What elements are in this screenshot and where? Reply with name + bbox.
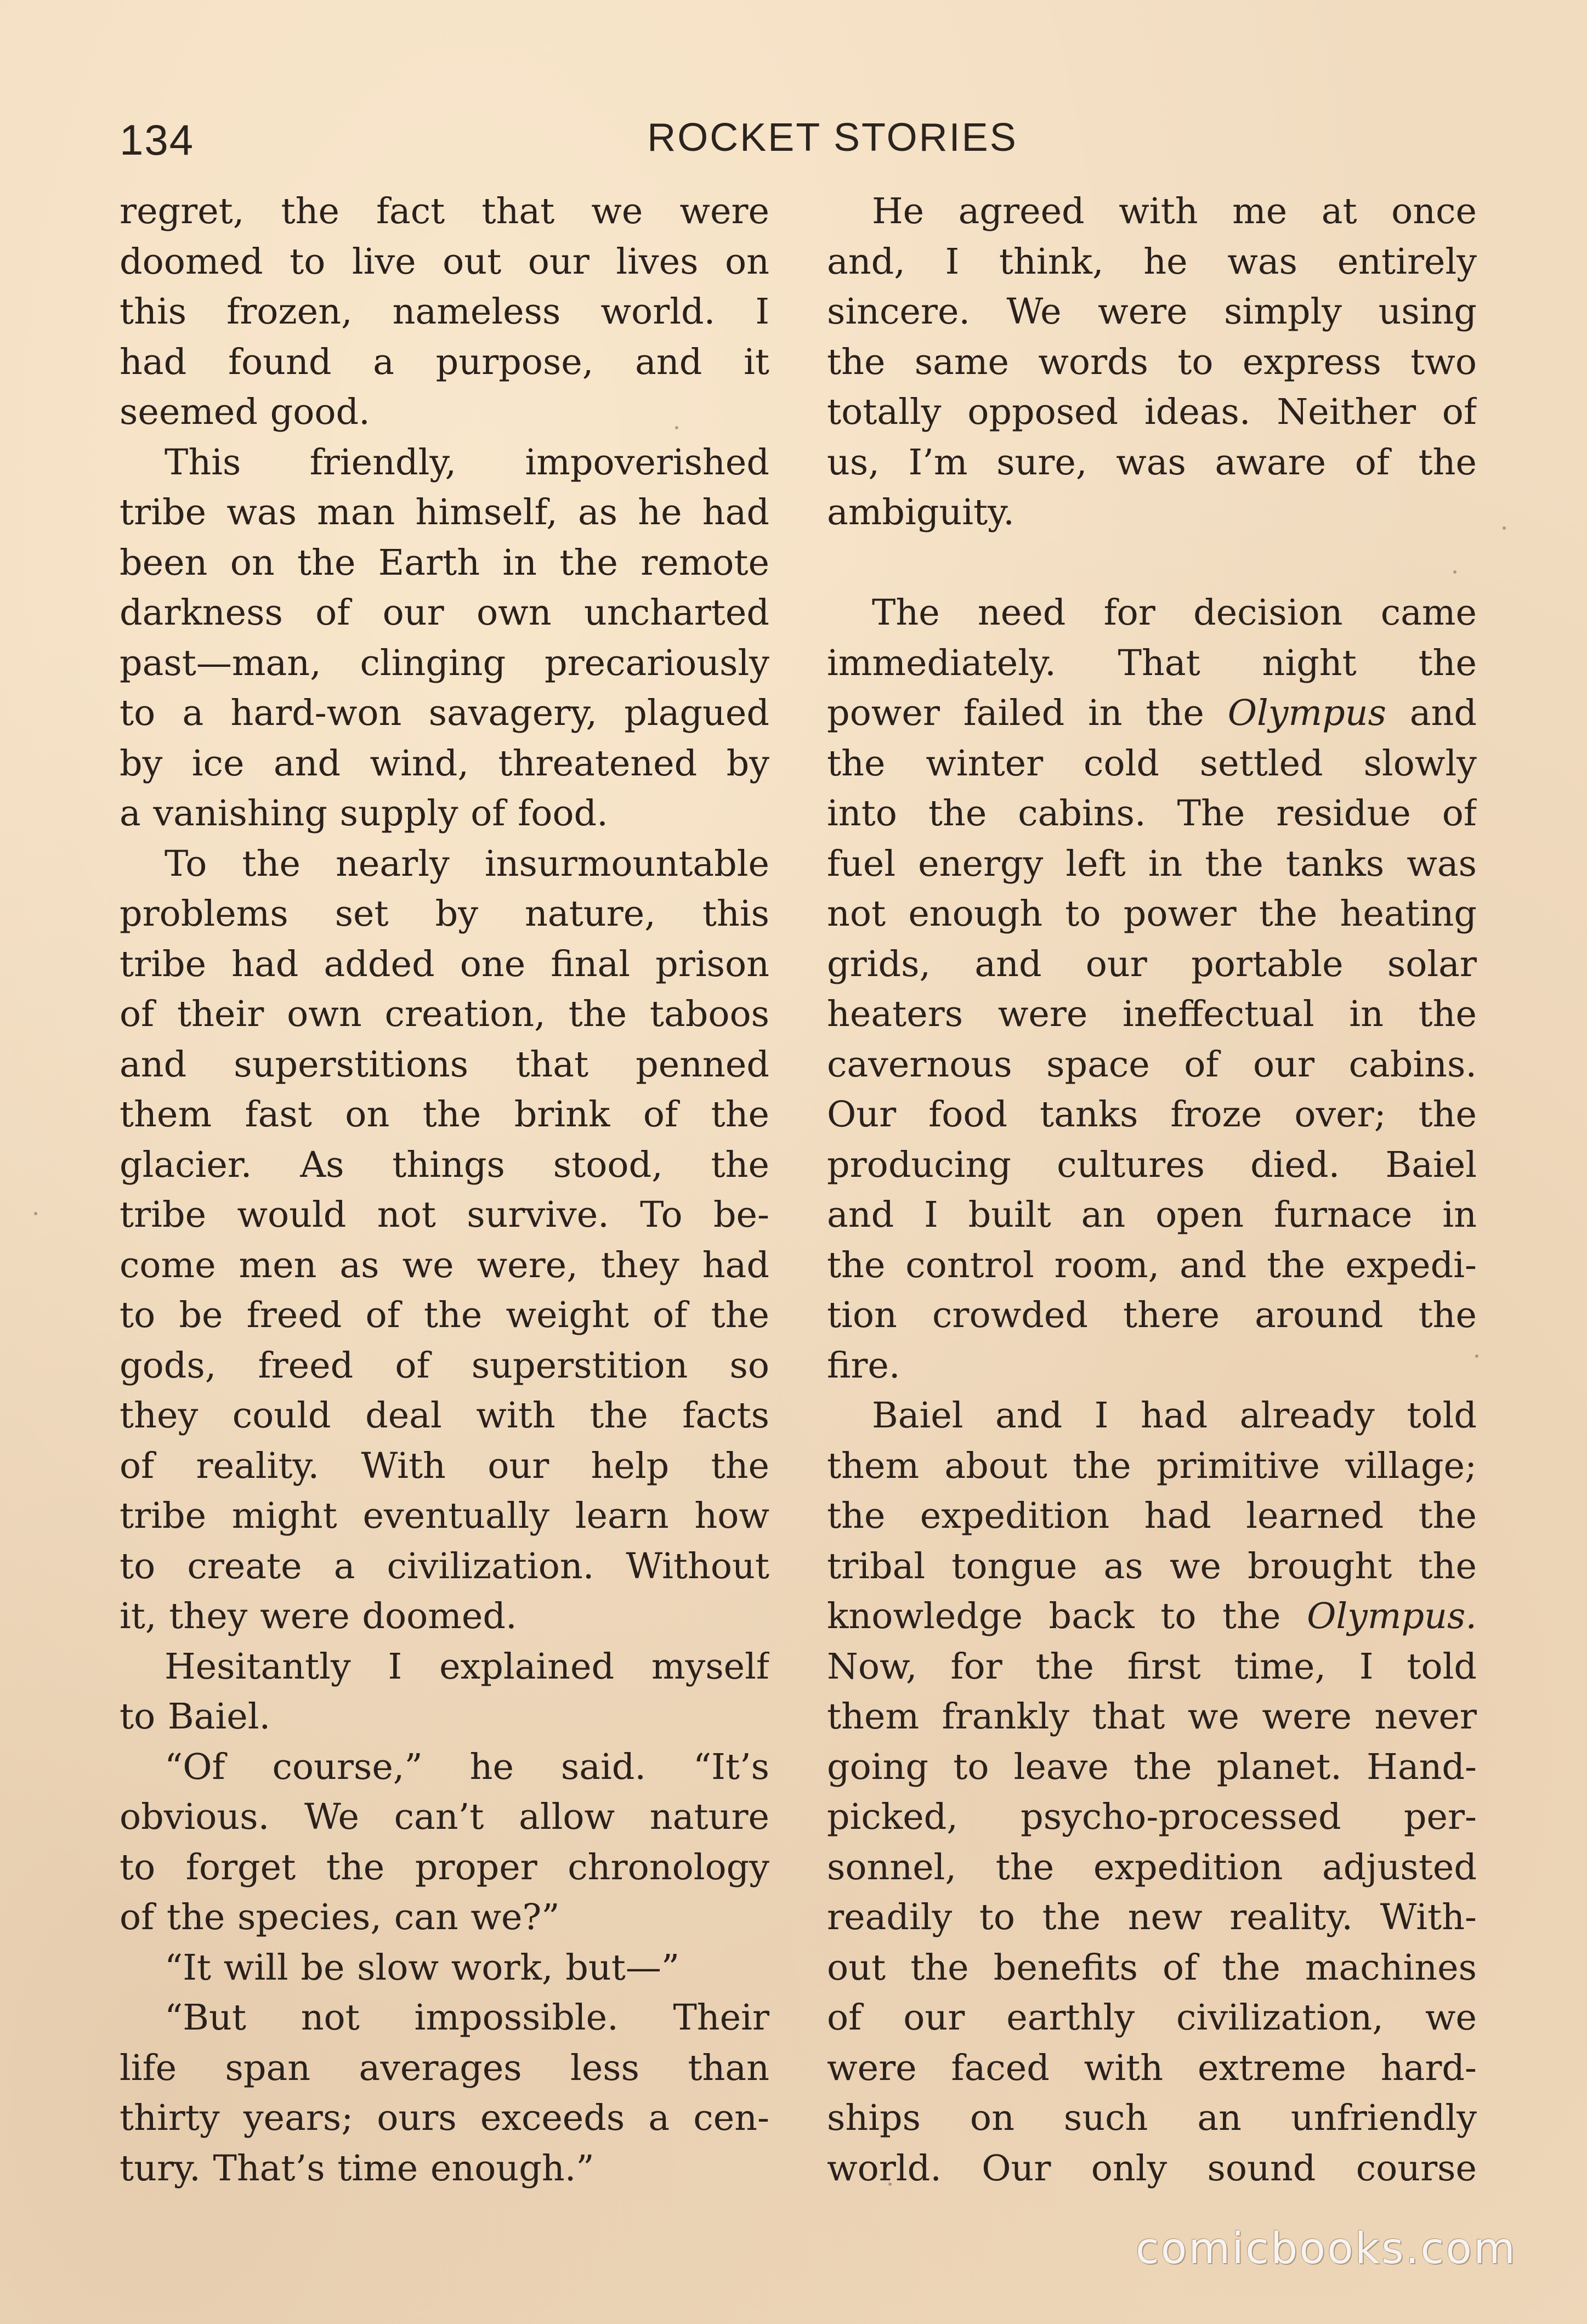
text-line: The need for decision came xyxy=(872,592,1477,633)
left-text-column xyxy=(120,186,769,2193)
paragraph xyxy=(827,1391,1477,2193)
text-line: it, they were doomed. xyxy=(120,1596,517,1637)
text-line: the same words to express two xyxy=(827,341,1477,383)
text-line: fuel energy left in the tanks was xyxy=(827,843,1477,885)
paragraph xyxy=(827,186,1477,538)
text-line: To the nearly insurmountable xyxy=(165,843,769,885)
paragraph xyxy=(120,1742,769,1943)
paragraph xyxy=(120,438,769,839)
text-line: totally opposed ideas. Neither of xyxy=(827,392,1477,433)
text-line: not enough to power the heating xyxy=(827,893,1477,934)
text-line: into the cabins. The residue of xyxy=(827,793,1477,834)
text-line: “It will be slow work, but—” xyxy=(165,1947,680,1988)
text-line: of their own creation, the taboos xyxy=(120,994,769,1035)
text-line: He agreed with me at once xyxy=(872,191,1477,232)
text-line: to a hard-won savagery, plagued xyxy=(120,693,769,734)
text-line: problems set by nature, this xyxy=(120,893,769,934)
text-line: knowledge back to the Olympus. xyxy=(827,1596,1477,1637)
text-line: Now, for the first time, I told xyxy=(827,1646,1477,1687)
text-line: to forget the proper chronology xyxy=(120,1846,769,1888)
paragraph xyxy=(120,186,769,438)
text-line: heaters were ineffectual in the xyxy=(827,994,1477,1035)
italic-ship-name: Olympus xyxy=(1227,693,1386,734)
text-line: immediately. That night the xyxy=(827,642,1477,684)
text-line: to be freed of the weight of the xyxy=(120,1295,769,1336)
text-line: tury. That’s time enough.” xyxy=(120,2147,594,2189)
text-line: of reality. With our help the xyxy=(120,1445,769,1487)
text-line: them fast on the brink of the xyxy=(120,1094,769,1135)
paragraph xyxy=(120,839,769,1642)
text-line: a vanishing supply of food. xyxy=(120,793,608,834)
text-line: This friendly, impoverished xyxy=(165,441,769,483)
paragraph xyxy=(120,1642,769,1742)
text-line: world. Our only sound course xyxy=(827,2147,1477,2189)
text-line: had found a purpose, and it xyxy=(120,341,769,383)
paper-speck xyxy=(1453,570,1456,574)
text-line: picked, psycho-processed per- xyxy=(827,1796,1477,1838)
text-line: life span averages less than xyxy=(120,2047,769,2089)
text-line: glacier. As things stood, the xyxy=(120,1144,769,1186)
text-line: fire. xyxy=(827,1345,900,1386)
paper-speck xyxy=(888,2183,892,2186)
paper-speck xyxy=(675,426,678,429)
text-line: thirty years; ours exceeds a cen- xyxy=(120,2098,769,2139)
text-line: ambiguity. xyxy=(827,492,1014,533)
text-line: the control room, and the expedi- xyxy=(827,1244,1477,1286)
text-line: tribe had added one final prison xyxy=(120,943,769,985)
text-line: were faced with extreme hard- xyxy=(827,2047,1477,2089)
paragraph xyxy=(120,1993,769,2193)
page-header xyxy=(120,115,1480,175)
text-line: by ice and wind, threatened by xyxy=(120,742,769,784)
text-line: gods, freed of superstition so xyxy=(120,1345,769,1386)
text-line: readily to the new reality. With- xyxy=(827,1897,1477,1938)
text-line: the expedition had learned the xyxy=(827,1495,1477,1537)
text-line: out the benefits of the machines xyxy=(827,1947,1477,1988)
text-line: tribal tongue as we brought the xyxy=(827,1545,1477,1587)
text-line: “Of course,” he said. “It’s xyxy=(165,1746,769,1788)
text-line: grids, and our portable solar xyxy=(827,943,1477,985)
text-line: the winter cold settled slowly xyxy=(827,742,1477,784)
text-line: cavernous space of our cabins. xyxy=(827,1044,1477,1085)
text-line: Our food tanks froze over; the xyxy=(827,1094,1477,1135)
paragraph xyxy=(827,588,1477,1391)
text-line: past—man, clinging precariously xyxy=(120,642,769,684)
paper-speck xyxy=(34,1212,37,1215)
text-line: come men as we were, they had xyxy=(120,1244,769,1286)
text-line: producing cultures died. Baiel xyxy=(827,1144,1477,1186)
text-line: tribe was man himself, as he had xyxy=(120,492,769,533)
text-line: Hesitantly I explained myself xyxy=(165,1646,769,1687)
text-line: this frozen, nameless world. I xyxy=(120,291,769,332)
right-text-column xyxy=(827,186,1477,2193)
text-line: “But not impossible. Their xyxy=(165,1997,769,2038)
text-line: doomed to live out our lives on xyxy=(120,241,769,282)
paper-speck xyxy=(1475,1354,1478,1358)
text-line: to Baiel. xyxy=(120,1696,271,1737)
text-line: sincere. We were simply using xyxy=(827,291,1477,332)
text-line: sonnel, the expedition adjusted xyxy=(827,1846,1477,1888)
text-line: obvious. We can’t allow nature xyxy=(120,1796,769,1838)
text-line: ships on such an unfriendly xyxy=(827,2098,1477,2139)
text-line: regret, the fact that we were xyxy=(120,191,769,232)
text-line: been on the Earth in the remote xyxy=(120,542,769,583)
text-line: darkness of our own uncharted xyxy=(120,592,769,633)
text-line: tion crowded there around the xyxy=(827,1295,1477,1336)
text-line: and I built an open furnace in xyxy=(827,1194,1477,1235)
text-line: them frankly that we were never xyxy=(827,1696,1477,1737)
text-line: Baiel and I had already told xyxy=(872,1395,1477,1436)
watermark-logo: comicbooks.com xyxy=(1135,2224,1517,2274)
text-line: going to leave the planet. Hand- xyxy=(827,1746,1477,1788)
text-line: tribe might eventually learn how xyxy=(120,1495,769,1537)
running-head: ROCKET STORIES xyxy=(647,116,1018,160)
text-line: us, I’m sure, was aware of the xyxy=(827,441,1477,483)
text-line: power failed in the Olympus and xyxy=(827,693,1477,734)
paper-speck xyxy=(1503,526,1506,530)
text-line: tribe would not survive. To be- xyxy=(120,1194,769,1235)
text-line: to create a civilization. Without xyxy=(120,1545,769,1587)
text-line: of our earthly civilization, we xyxy=(827,1997,1477,2038)
text-line: they could deal with the facts xyxy=(120,1395,769,1436)
paragraph xyxy=(120,1943,769,1993)
text-line: them about the primitive village; xyxy=(827,1445,1477,1487)
text-line: seemed good. xyxy=(120,392,370,433)
text-line: and, I think, he was entirely xyxy=(827,241,1477,282)
italic-ship-name: Olympus. xyxy=(1307,1596,1477,1637)
page-number: 134 xyxy=(120,116,195,164)
text-line: and superstitions that penned xyxy=(120,1044,769,1085)
text-line: of the species, can we?” xyxy=(120,1897,560,1938)
